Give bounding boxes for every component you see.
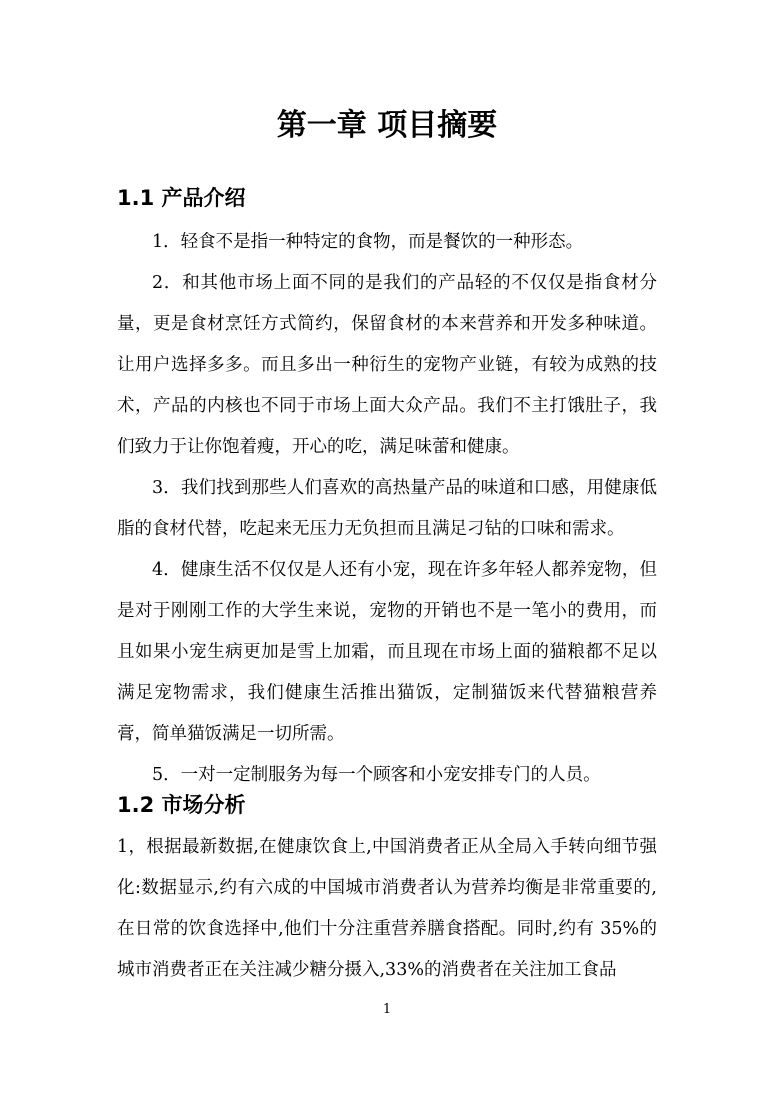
chapter-title: 第一章 项目摘要	[276, 108, 498, 143]
section-heading-market-analysis: 1.2 市场分析	[117, 793, 246, 817]
product-intro-body	[117, 222, 657, 796]
paragraph: 5．一对一定制服务为每一个顾客和小宠安排专门的人员。	[152, 765, 601, 785]
paragraph: 3．我们找到那些人们喜欢的高热量产品的味道和口感，用健康低脂的食材代替，吃起来无压力无负担而且满足刁钻的口味和需求。	[117, 478, 657, 539]
section-heading-product-intro: 1.1 产品介绍	[117, 186, 246, 210]
page-number: 1	[382, 1002, 392, 1017]
paragraph: 1，根据最新数据,在健康饮食上,中国消费者正从全局入手转向细节强化:数据显示,约有六成的中国城市消费者认为营养均衡是非常重要的,在日常的饮食选择中,他们十分注重营养膳食搭配。同时,约有 35%的城市消费者正在关注减少糖分摄入,33%的消费者在关注加工食品	[117, 837, 657, 980]
paragraph: 2．和其他市场上面不同的是我们的产品轻的不仅仅是指食材分量，更是食材烹饪方式简约，保留食材的本来营养和开发多种味道。让用户选择多多。而且多出一种衍生的宠物产业链，有较为成熟的技术，产品的内核也不同于市场上面大众产品。我们不主打饿肚子，我们致力于让你饱着瘦，开心的吃，满足味蕾和健康。	[117, 273, 657, 457]
paragraph: 4．健康生活不仅仅是人还有小宠，现在许多年轻人都养宠物，但是对于刚刚工作的大学生来说，宠物的开销也不是一笔小的费用，而且如果小宠生病更加是雪上加霜，而且现在市场上面的猫粮都不足以满足宠物需求，我们健康生活推出猫饭，定制猫饭来代替猫粮营养膏，简单猫饭满足一切所需。	[117, 560, 657, 744]
paragraph: 1．轻食不是指一种特定的食物，而是餐饮的一种形态。	[152, 232, 584, 252]
market-analysis-body	[117, 827, 657, 991]
